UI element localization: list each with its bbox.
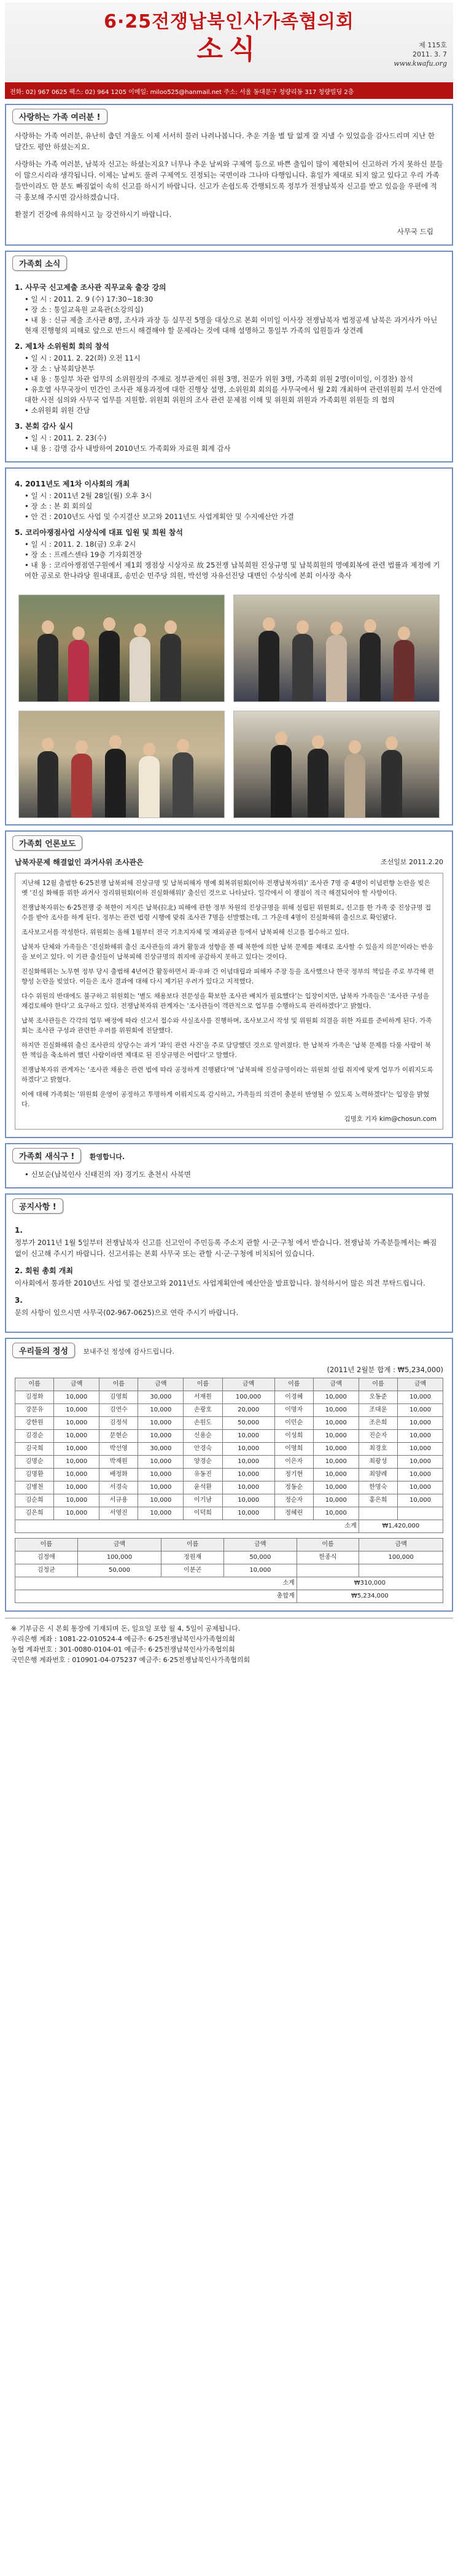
meetings-section: [5, 467, 453, 825]
table-cell: 김국희: [15, 1443, 54, 1456]
meeting-heading: 5. 코리아쟁점사업 시상식에 대표 입원 및 희원 참석: [15, 528, 183, 537]
table-cell: 10,000: [54, 1391, 99, 1404]
table-header: 금액: [77, 1539, 161, 1551]
table-header: 금액: [313, 1378, 359, 1391]
article-paragraph: 지난해 12월 출범한 6·25전쟁 납북피해 진상규명 및 납북피해자 명예 회복위원회(이하 전쟁납북자위)' 조사관 7명 중 4명이 이념편향 논란을 빚은 옛 '진실 화해를 위한 과거사 정리위원회(이하 진실화해위)' 출신인 것으로 나타났다. 일각에서 이 쟁점이 적극 해결되어야 할 사항이다.: [21, 880, 430, 897]
notice-text: 문의 사항이 있으시면 사무국(02-967-0625)으로 연락 주시기 바랍니다.: [15, 1308, 239, 1317]
article-paragraph: 하지만 진실화해위 출신 조사관의 상당수는 과거 '좌익 관련 사건'을 주로 담당했던 것으로 알려졌다. 한 납북자 가족은 '납북 문제를 다룰 사람이 북한 책임을 축소하려 했던 사람이라면 제대로 된 진상규명은 어렵다'고 말했다.: [21, 1042, 432, 1059]
table-cell: 이분곤: [161, 1564, 224, 1577]
table-cell: 서규용: [99, 1494, 138, 1507]
table-cell: 10,000: [138, 1456, 184, 1469]
table-cell: 서영진: [99, 1507, 138, 1520]
bank-account: 농협 계좌번호 : 301-0080-0104-01 예금주: 6·25전쟁납북인사가족협의회: [11, 1645, 235, 1653]
table-cell: 10,000: [223, 1564, 297, 1577]
table-cell: 100,000: [77, 1551, 161, 1564]
table-row: [15, 1391, 443, 1404]
table-cell: 10,000: [138, 1481, 184, 1494]
table-cell: 30,000: [138, 1443, 184, 1456]
table-cell: 10,000: [138, 1430, 184, 1443]
table-cell: 10,000: [313, 1430, 359, 1443]
activity-line: • 소위원회 위원 간담: [25, 405, 443, 416]
table-row: [15, 1456, 443, 1469]
table-cell: 진순자: [359, 1430, 397, 1443]
contact-bar: 전화: 02) 967 0625 팩스: 02) 964 1205 이메일: miloo525@hanmail.net 주소: 서울 동대문구 청량리동 317 청량빌딩 2층: [5, 84, 453, 99]
table-cell: 50,000: [77, 1564, 161, 1577]
table-cell: 100,000: [222, 1391, 274, 1404]
event-photo: [18, 711, 225, 818]
table-cell: 김정균: [15, 1564, 78, 1577]
special-subtotal-value: ₩310,000: [297, 1577, 443, 1590]
bank-account: 국민은행 계좌번호 : 010901-04-075237 예금주: 6·25전쟁납북인사가족협의회: [11, 1656, 250, 1664]
activity-line: • 내 용 : 신규 제출 조사관 8명, 조사과 과장 등 실무진 5명을 대상으로 본회 이미일 이사장 전쟁납북자 법정공세 남북은 과거사가 아닌 현재 진행형의 피해로 앞으로 반드시 해결해야 할 문제라는 것에 대해 설명하고 통일부 가족의 입원들과 상견례: [25, 315, 443, 336]
table-cell: [359, 1507, 397, 1520]
article-paragraph: 납북자 단체와 가족들은 '진실화해위 출신 조사관들의 과거 활동과 성향을 볼 때 북한에 의한 납북 문제를 제대로 조사할 수 있을지 의문'이라는 반응을 보이고 있다. 이 기관 출신들이 납북피해 진상규명의 취지에 공감하지 못하고 있다는 것이다.: [21, 943, 433, 961]
table-row: [15, 1469, 443, 1481]
table-cell: 최광성: [359, 1456, 397, 1469]
table-cell: 50,000: [223, 1551, 297, 1564]
org-name: 6·25전쟁납북인사가족협의회: [104, 11, 354, 33]
activity-line: • 장 소 : 남북회담본부: [25, 364, 443, 374]
table-cell: 안경숙: [184, 1443, 222, 1456]
article-paragraph: 전쟁납북자위 관계자는 '조사관 채용은 관련 법에 따라 공정하게 진행됐다'며 '납북피해 진상규명이라는 위원회 설립 취지에 맞게 업무가 이뤄지도록 하겠다'고 밝혔다.: [21, 1066, 433, 1083]
table-cell: 박재원: [99, 1456, 138, 1469]
greeting-title: 사랑하는 가족 여러분 !: [12, 109, 107, 124]
table-header: 이름: [297, 1539, 359, 1551]
activity-line: • 내 용 : 통일부 차관 업무의 소위원장의 주재로 정부관계인 위원 3명, 전문가 위원 3명, 가족회 위원 2명(이미일, 이경찬) 참석: [25, 374, 443, 384]
special-donations-table: [15, 1538, 443, 1603]
table-cell: 손원도: [184, 1417, 222, 1430]
table-cell: 10,000: [222, 1456, 274, 1469]
table-cell: 김명환: [15, 1469, 54, 1481]
table-row: [15, 1404, 443, 1417]
activity-title: 가족회 소식: [12, 256, 67, 271]
issue-info: [394, 41, 447, 68]
table-cell: 김정석: [99, 1417, 138, 1430]
meeting-heading: 4. 2011년도 제1차 이사회의 개최: [15, 480, 130, 488]
table-cell: 서경숙: [99, 1481, 138, 1494]
table-cell: 10,000: [138, 1404, 184, 1417]
table-header: 이름: [184, 1378, 222, 1391]
table-cell: 정원재: [161, 1551, 224, 1564]
table-cell: [359, 1564, 443, 1577]
table-cell: 10,000: [138, 1417, 184, 1430]
table-cell: 10,000: [398, 1443, 443, 1456]
meeting-line: • 장 소 : 프레스센타 19층 기자회견장: [25, 550, 443, 560]
new-members-section: [5, 1143, 453, 1188]
footer: [5, 1618, 453, 1670]
activity-line: • 일 시 : 2011. 2. 23(수): [25, 433, 443, 443]
table-cell: 10,000: [54, 1481, 99, 1494]
table-cell: 오동준: [359, 1391, 397, 1404]
table-cell: 이기남: [184, 1494, 222, 1507]
table-cell: 문현순: [99, 1430, 138, 1443]
table-header: 금액: [398, 1378, 443, 1391]
event-photo: [233, 711, 440, 818]
table-cell: 10,000: [54, 1417, 99, 1430]
table-cell: 10,000: [54, 1404, 99, 1417]
table-cell: 김순희: [15, 1494, 54, 1507]
table-cell: 10,000: [222, 1430, 274, 1443]
notice-heading: 1.: [15, 1226, 23, 1235]
table-cell: 김명순: [15, 1456, 54, 1469]
table-cell: 10,000: [222, 1443, 274, 1456]
activity-line: • 내 용 : 감명 감사 내방하여 2010년도 가족회와 자료원 회계 감사: [25, 443, 443, 454]
table-cell: 10,000: [313, 1481, 359, 1494]
activity-heading: 3. 본회 감사 실시: [15, 422, 73, 431]
activity-heading: 1. 사무국 신고제출 조사관 직무교육 출강 강의: [15, 283, 166, 292]
article-paragraph: 다수 위원의 반대에도 불구하고 위원회는 '별도 채용보다 전문성을 확보한 조사관 배치가 필요했다'는 입장이지만, 납북자 가족들은 '조사관 구성을 재검토해야 한다'고 요구하고 있다. 전쟁납북자위 관계자는 '조사관들이 객관적으로 업무를 수행하도록 관리하겠다'고 밝혔다.: [21, 993, 429, 1010]
table-cell: 이영희: [274, 1443, 313, 1456]
notice-text: 이사회에서 통과한 2010년도 사업 및 결산보고와 2011년도 사업계획안에 예산안을 발표합니다. 참석하시어 많은 의견 부탁드립니다.: [15, 1279, 425, 1287]
table-header: 이름: [15, 1378, 54, 1391]
activity-line: • 일 시 : 2011. 2. 9 (수) 17:30~18:30: [25, 294, 443, 305]
table-header: 금액: [359, 1539, 443, 1551]
table-cell: 김영희: [99, 1391, 138, 1404]
table-cell: 이성희: [274, 1430, 313, 1443]
table-cell: 조대운: [359, 1404, 397, 1417]
table-cell: 이경혜: [274, 1391, 313, 1404]
table-cell: 이은자: [274, 1456, 313, 1469]
article-paragraph: 진실화해위는 노무현 정부 당시 출범해 4년여간 활동하면서 좌·우파 간 이념대립과 피해자 주장 등을 조사했으나 한국 정부의 책임을 주로 부각해 편향성 논란을 빚었다. 이들은 조사 결과에 대해 다시 제기된 우려가 있다고 지적했다.: [21, 968, 434, 985]
table-row: [15, 1481, 443, 1494]
table-cell: 10,000: [398, 1456, 443, 1469]
table-cell: 10,000: [398, 1494, 443, 1507]
table-cell: 김은희: [15, 1507, 54, 1520]
table-cell: 10,000: [54, 1430, 99, 1443]
table-row: [15, 1417, 443, 1430]
table-cell: 10,000: [313, 1417, 359, 1430]
table-cell: 정혜린: [274, 1507, 313, 1520]
activity-section: [5, 251, 453, 463]
meeting-line: • 일 시 : 2011. 2. 18(금) 오후 2시: [25, 539, 443, 550]
table-cell: 30,000: [138, 1391, 184, 1404]
table-cell: 강문유: [15, 1404, 54, 1417]
table-cell: 10,000: [398, 1469, 443, 1481]
table-cell: 10,000: [222, 1494, 274, 1507]
table-cell: 양경순: [184, 1456, 222, 1469]
table-cell: 이덕희: [184, 1507, 222, 1520]
table-header: 이름: [274, 1378, 313, 1391]
notice-heading: 2. 회원 총회 개최: [15, 1267, 73, 1275]
meeting-line: • 장 소 : 본 회 회의실: [25, 501, 443, 512]
notices-title: 공지사항 !: [12, 1198, 63, 1214]
table-cell: 10,000: [54, 1469, 99, 1481]
table-cell: 10,000: [398, 1404, 443, 1417]
article-paragraph: 납북 조사관들은 각각의 업무 배정에 따라 신고서 접수와 사실조사를 진행하며, 조사보고서 작성 및 위원회 의결을 위한 자료를 준비하게 된다. 가족회는 조사관 구성과 관련한 우려를 위원회에 전달했다.: [21, 1017, 432, 1034]
table-cell: 10,000: [313, 1456, 359, 1469]
greeting-paragraph: 사랑하는 가족 여러분, 유난히 춥던 겨울도 이제 서서히 물러 나려나봅니다. 추운 겨울 별 탈 없게 잘 지낼 수 있었음을 감사드리며 지난 한 달간도 평안 하셨는지요.: [15, 131, 435, 151]
table-cell: 10,000: [222, 1507, 274, 1520]
table-cell: 10,000: [138, 1469, 184, 1481]
donations-title: 우리들의 정성: [12, 1343, 75, 1358]
table-cell: [398, 1507, 443, 1520]
issue-date: 2011. 3. 7: [413, 50, 447, 58]
article-paragraph: 전쟁납북자위는 6·25전쟁 중 북한이 저지른 납북(拉北) 피해에 관한 정부 차원의 진상규명을 위해 설립된 위원회로, 신고를 한 가족 중 진상규명 접수를 받아 조사를 하게 된다. 정부는 관련 법령 시행에 맞춰 조사관 7명을 선발했는데, 그 가운데 4명이 진실화해위 출신으로 확인됐다.: [21, 904, 432, 921]
press-source: 조선일보 2011.2.20: [381, 858, 443, 866]
table-cell: 김경순: [15, 1430, 54, 1443]
table-cell: 10,000: [138, 1507, 184, 1520]
meeting-line: • 안 건 : 2010년도 사업 및 수지결산 보고와 2011년도 사업계획안 및 수지예산안 가결: [25, 512, 443, 522]
greeting-sign: 사무국 드림: [397, 227, 433, 236]
notice-text: 정부가 2011년 1월 5일부터 전쟁납북자 신고를 신고인이 주민등록 주소지 관할 시·군·구청 에서 받습니다. 전쟁납북 가족분들께서는 빠짐없이 신고해 주시기 바랍니다. 신고서류는 본회 사무국 또는 관할 시·군·구청에 비치되어 있습니다.: [15, 1238, 437, 1258]
table-cell: 정기현: [274, 1469, 313, 1481]
special-subtotal-label: 소계: [15, 1577, 297, 1590]
table-cell: 10,000: [398, 1391, 443, 1404]
table-cell: 한명숙: [359, 1481, 397, 1494]
table-header: 이름: [359, 1378, 397, 1391]
table-cell: 10,000: [313, 1469, 359, 1481]
subtotal-value: ₩1,420,000: [359, 1520, 443, 1533]
event-photo: [233, 595, 440, 702]
table-cell: 유동진: [184, 1469, 222, 1481]
table-header: 금액: [138, 1378, 184, 1391]
activity-line: • 유호열 사무국장이 민간인 조사관 채용과정에 대한 진행상 설명, 소위원회 회의를 사무국에서 월 2회 개최하여 관련위원회 부서 안건에 대한 사전 심의와 사무국 업무를 지원함. 위원회 위원의 조사 관련 문제점 이해 및 위원회 위원과 가족회원 위원들 의 협의: [25, 384, 443, 405]
table-cell: [297, 1564, 359, 1577]
table-row: [15, 1564, 443, 1577]
table-cell: 김병천: [15, 1481, 54, 1494]
table-row: [15, 1551, 443, 1564]
table-row: [15, 1443, 443, 1456]
activity-line: • 일 시 : 2011. 2. 22(화) 오전 11시: [25, 353, 443, 364]
photo-grid: [6, 588, 452, 824]
table-cell: 10,000: [54, 1443, 99, 1456]
notices-section: [5, 1193, 453, 1333]
table-cell: 10,000: [54, 1494, 99, 1507]
table-header: 이름: [161, 1539, 224, 1551]
table-cell: 10,000: [313, 1391, 359, 1404]
total-value: ₩5,234,000: [297, 1590, 443, 1603]
table-cell: 정순자: [274, 1494, 313, 1507]
meeting-line: • 내 용 : 코리아쟁점연구원에서 제1회 쟁점상 시상자로 故 25전쟁 납북희원 진상규명 및 납북희원의 명예회복에 관련 법률과 제정에 기여한 공로로 한나라당 원내대표, 송민순 민주당 의원, 박선영 자유선진당 대변인 수상식에 본회 이사장 축사: [25, 560, 443, 581]
table-row: [15, 1430, 443, 1443]
footer-note: ※ 기부금은 시 본회 통장에 기재되며 돈, 일요일 포함 월 4, 5일이 공제됩니다.: [11, 1625, 241, 1633]
table-cell: 10,000: [313, 1507, 359, 1520]
welcome-text: 환영합니다.: [89, 1153, 125, 1161]
table-header: 이름: [99, 1378, 138, 1391]
greeting-section: [5, 104, 453, 246]
table-cell: 10,000: [222, 1469, 274, 1481]
subtotal-label: 소계: [15, 1520, 359, 1533]
table-cell: 배정화: [99, 1469, 138, 1481]
press-article: [15, 873, 443, 1130]
donations-section: [5, 1338, 453, 1612]
table-cell: 정동순: [274, 1481, 313, 1494]
table-cell: 최경호: [359, 1443, 397, 1456]
table-cell: 박선영: [99, 1443, 138, 1456]
table-cell: 10,000: [138, 1494, 184, 1507]
article-byline: 김명호 기자 kim@chosun.com: [344, 1115, 437, 1123]
table-header: 금액: [54, 1378, 99, 1391]
total-label: 총합계: [15, 1590, 297, 1603]
notice-heading: 3.: [15, 1296, 23, 1305]
website-link[interactable]: www.kwafu.org: [394, 60, 447, 68]
table-row: [15, 1494, 443, 1507]
table-cell: 김정화: [15, 1391, 54, 1404]
table-cell: 조은희: [359, 1417, 397, 1430]
greeting-paragraph: 환절기 건강에 유의하시고 늘 강건하시기 바랍니다.: [15, 210, 172, 219]
table-cell: 10,000: [398, 1481, 443, 1494]
new-members-title: 가족회 새식구 !: [12, 1148, 81, 1163]
table-cell: 50,000: [222, 1417, 274, 1430]
article-paragraph: 조사보고서를 작성한다. 위원회는 올해 1월부터 전국 기초지자체 및 재외공관 등에서 납북피해 신고를 접수하고 있다.: [21, 929, 349, 936]
table-cell: 10,000: [54, 1456, 99, 1469]
table-row: [15, 1507, 443, 1520]
press-section: [5, 830, 453, 1138]
greeting-paragraph: 사랑하는 가족 여러분, 남북자 신고는 하셨는지요? 너무나 추운 날씨와 구제역 등으로 바쁜 출입이 많이 제한되어 신고하러 가지 못하신 분들이 많으시리라 생각됩니다. 이제는 날씨도 풀려 구제역도 진정되는 국면이라 그나마 다행입니다. 휴일가 제대로 되지 않고 있다고 우리 가족들만이라도 한 분도 빠짐없이 속히 신고를 하시기 바랍니다. 신고가 손쉽도록 간행되도록 정부가 전쟁납북자 신고를 받고 있음을 우편에 적극 홍보해 주시면 감사하겠습니다.: [15, 160, 443, 201]
table-cell: 10,000: [398, 1417, 443, 1430]
meeting-line: • 일 시 : 2011년 2월 28일(월) 오후 3시: [25, 491, 443, 501]
table-cell: 신용순: [184, 1430, 222, 1443]
donations-table: [15, 1378, 443, 1533]
table-cell: 김연수: [99, 1404, 138, 1417]
article-paragraph: 이에 대해 가족회는 '위원회 운영이 공정하고 투명하게 이뤄지도록 감시하고, 가족들의 의견이 충분히 반영될 수 있도록 노력하겠다'는 입장을 밝혔다.: [21, 1091, 430, 1108]
bank-account: 우리은행 계좌 : 1081-22-010524-4 예금주: 6·25전쟁납북인사가족협의회: [11, 1635, 235, 1643]
donations-subtitle: 보내주신 정성에 감사드립니다.: [83, 1348, 175, 1356]
newsletter-title: 소식: [196, 34, 262, 65]
table-cell: 이민순: [274, 1417, 313, 1430]
table-cell: 10,000: [54, 1507, 99, 1520]
table-cell: 20,000: [222, 1404, 274, 1417]
table-cell: 최양례: [359, 1469, 397, 1481]
table-cell: 10,000: [222, 1481, 274, 1494]
table-cell: 손광호: [184, 1404, 222, 1417]
newsletter-header: [5, 2, 453, 84]
activity-heading: 2. 제1차 소위원회 회의 참석: [15, 342, 109, 351]
table-cell: 10,000: [313, 1443, 359, 1456]
press-headline: 납북자문제 해결없인 과거사위 조사관은: [15, 858, 144, 867]
table-cell: 홍은희: [359, 1494, 397, 1507]
activity-line: • 장 소 : 통일교육원 교육관(소강의실): [25, 305, 443, 315]
table-header: 금액: [223, 1539, 297, 1551]
table-cell: 10,000: [313, 1404, 359, 1417]
table-cell: 10,000: [313, 1494, 359, 1507]
donations-caption: (2011년 2월분 합계 : ₩5,234,000): [327, 1365, 443, 1374]
table-cell: 100,000: [359, 1551, 443, 1564]
event-photo: [18, 595, 225, 702]
table-header: 이름: [15, 1539, 78, 1551]
table-header: 금액: [222, 1378, 274, 1391]
table-cell: 이명자: [274, 1404, 313, 1417]
table-cell: 강한원: [15, 1417, 54, 1430]
table-cell: 김정애: [15, 1551, 78, 1564]
table-cell: 서재원: [184, 1391, 222, 1404]
table-cell: 10,000: [398, 1430, 443, 1443]
table-cell: 한종식: [297, 1551, 359, 1564]
table-cell: 윤석환: [184, 1481, 222, 1494]
new-member-line: • 신보순(납북인사 신태진의 자) 경기도 춘천시 사북면: [25, 1169, 443, 1180]
press-title: 가족회 언론보도: [12, 835, 82, 851]
issue-number: 제 115호: [419, 41, 447, 49]
